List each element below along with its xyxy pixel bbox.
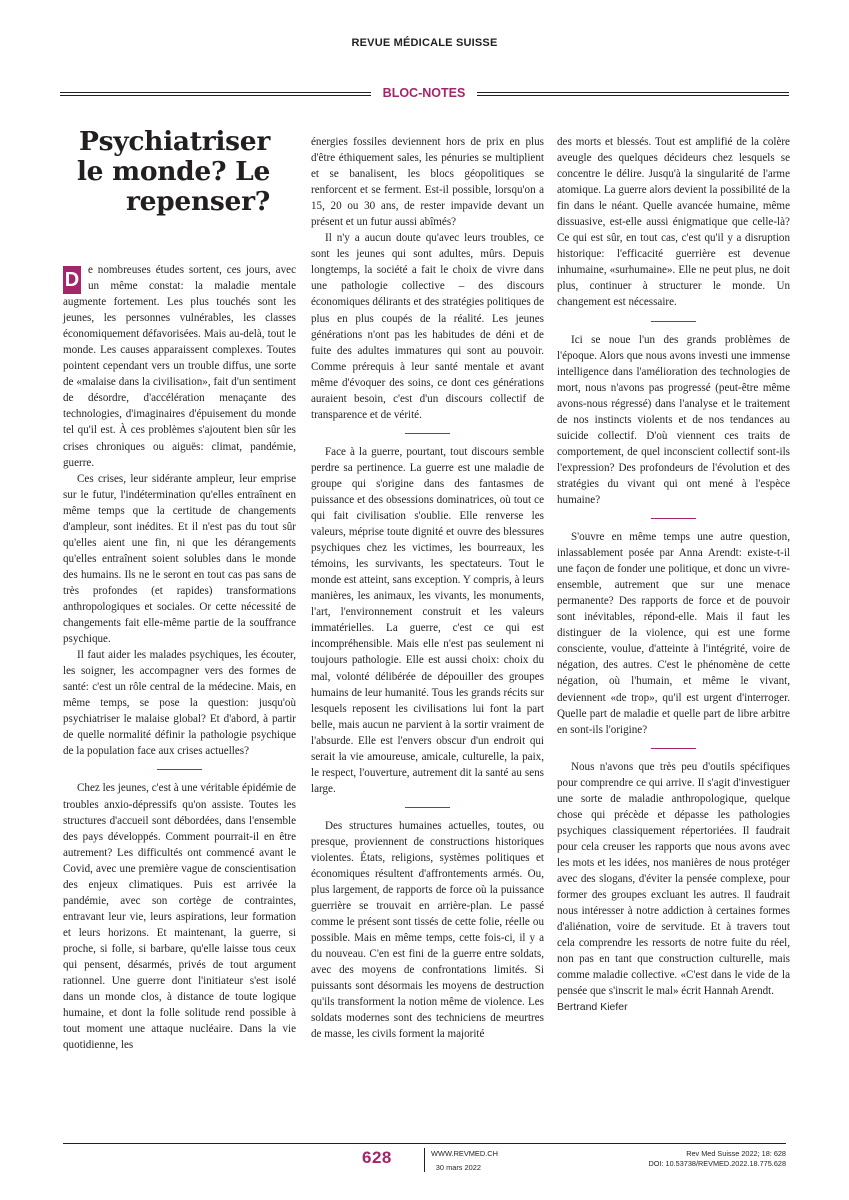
author-name: Bertrand Kiefer [557,1001,628,1014]
paragraph: Ici se noue l'un des grands problèmes de l'époque. Alors que nous avons investi une immense intelligence dans l'amélioration des technologies de mort, nous n'avons pas progressé (peut-être même avons-nous régressé) dans l'analyse et le traitement de nos instincts violents et de nos tendances au suicide collectif. D'où viennent ces traits de comportement, de quel inconscient collectif sont-ils l'expression? Des profondeurs de l'évolution et des stratégies du vivant qui ont mené à l'espèce humaine? [557,333,790,506]
footer-divider [424,1148,425,1172]
paragraph: Chez les jeunes, c'est à une véritable épidémie de troubles anxio-dépressifs qu'on assiste. Toutes les structures d'accueil sont débordées, dans l'ensemble des pays développés. Comment pourrait-il en être autrement? Les difficultés ont commencé avant le Covid, avec une première vague de conscientisation des enjeux climatiques. Puis est arrivée la pandémie, avec son cortège de contraintes, entravant leur vie, leurs aspirations, leur formation et leurs horizons. Et maintenant, la guerre, si proche, si folle, si barbare, qu'elle laisse tous ceux qui pensent, désarmés, privés de tout argument rationnel. Une guerre dont l'initiateur s'est isolé dans un monde clos, à distance de toute logique humaine, et dont la folle solitude rend possible à tout moment une attaque nucléaire. Dans la vie quotidienne, les [63,782,296,1052]
section-separator [651,518,696,519]
paragraph: Il faut aider les malades psychiques, les écouter, les soigner, les accompagner vers des formes de santé: c'est un rôle central de la médecine. Mais, en même temps, se pose la question: jusqu'où psychiatriser le malaise global? Et d'abord, à partir de quelle normalité définir la pathologie psychique de la population face aux crises actuelles? [63,649,296,758]
citation: Rev Med Suisse 2022; 18: 628 [686,1149,786,1158]
paragraph: énergies fossiles deviennent hors de prix en plus d'être éthiquement sales, les pénuries se multiplient et se banalisent, les blocs géopolitiques se renforcent et se ferment. Est-il possible, lorsqu'on a 15, 20 ou 30 ans, de rester impavide devant un présent et un futur aussi abîmés? [311,136,544,229]
journal-name: REVUE MÉDICALE SUISSE [351,37,498,49]
drop-cap: D [63,266,81,294]
paragraph: Face à la guerre, pourtant, tout discours semble perdre sa pertinence. La guerre est une maladie de groupe qui s'origine dans des fantasmes de puissance et des obsessions dominatrices, où tout ce qui fait civilisation s'oublie. Elle renverse les valeurs, méprise toute dignité et ouvre des blessures psychiques chez les victimes, les bourreaux, les témoins, les survivants, les spectateurs. Tout le monde est atteint, sans exception. Y compris, à leurs manières, les animaux, les vivants, les monuments, l'art, l'environnement construit et les valeurs immatérielles. La guerre, c'est ce qui est incompréhensible. Mais elle n'est pas seulement ni toujours pathologie. Elle est aussi choix: choix du mal, volonté délibérée de dépouiller des groupes humains de leur humanité. Tous les grands récits sur lesquels reposent les civilisations lui font la part belle, mais aucun ne parvient à la sortir vraiment de l'absurde. Elle est l'envers obscur d'un endroit qui serait la vie amoureuse, amicale, culturelle, la paix, le respect, l'ouverture, autrement dit la santé au sens large. [311,445,544,795]
paragraph: Nous n'avons que très peu d'outils spécifiques pour comprendre ce qui arrive. Il s'agit d'investiguer une sorte de maladie anthropologique, quelque chose qui précède et dépasse les pathologies psychiques classiquement répertoriées. Il faudrait pour cela creuser les rapports que nous avons avec les mots et les idées, nos manières de nous protéger avec des slogans, d'éviter la pensée complexe, pour former des groupes excluant les autres. Il faudrait nous intéresser à notre addiction à certaines formes d'aliénation, voire de servitude. Et à travers tout cela comprendre les ressorts de notre fuite du réel, non pas en tant que construction culturelle, mais comme maladie collective. «C'est dans le vide de la pensée que s'inscrit le mal» écrit Hannah Arendt. [557,760,790,998]
footer-rule [63,1143,786,1144]
section-separator [157,769,202,770]
paragraph: S'ouvre en même temps une autre question, inlassablement posée par Anna Arendt: existe-t-il une façon de fonder une politique, et donc un vivre-ensemble, autrement que sur une menace permanente? Des rapports de force et de pouvoir sont inévitables, répond-elle. Mais il faut les distinguer de la violence, qui est une forme consciente, voulue, d'atteinte à l'intégrité, voire de négation, des autres. C'est le phénomène de cette négation, où l'humain, et même le vivant, deviennent «de trop», qu'il est urgent d'interroger. Quelle part de maladie et quelle part de libre arbitre en sont-ils l'origine? [557,531,790,736]
paragraph: Ces crises, leur sidérante ampleur, leur emprise sur le futur, l'indétermination qu'elles entraînent en même temps que la certitude de changements d'ampleur, sont inédites. Et il n'est pas du tout sûr qu'elles aient une fin, ni que les dérangements qu'elles entraînent soient solubles dans le monde des humains. Ils ne le seront en tout cas pas sans de très profondes (et rapides) transformations anthropologiques et sociales. Or cette nécessité de changements fait elle-même partie de la souffrance psychique. [63,472,296,646]
website-link[interactable]: WWW.REVMED.CH [431,1149,498,1158]
section-tag: BLOC-NOTES [371,85,477,101]
footer-site [431,1149,498,1173]
page-number: 628 [362,1148,392,1167]
article-title: Psychiatriser le monde? Le repenser? [76,126,270,217]
column-2 [311,134,544,1043]
column-1 [63,262,296,1053]
section-separator [651,748,696,749]
column-3 [557,134,790,1015]
paragraph: des morts et blessés. Tout est amplifié de la colère aveugle des quelques décideurs chez lesquels se concentre le délire. Jusqu'à la singularité de l'arme atomique. La guerre alors devient la possibilité de la fin dans le néant. Quelle avancée humaine, même dissuasive, est-elle aussi énigmatique que celle-là? Ce qui est sûr, en tout cas, c'est qu'il y a disruption historique: l'efficacité guerrière est devenue inhumaine, «surhumaine». Elle ne peut plus, ne doit plus, continuer à structurer le monde. Un changement est nécessaire. [557,136,790,309]
paragraph: e nombreuses études sortent, ces jours, avec un même constat: la maladie mentale augmente fortement. Les plus touchés sont les jeunes, les personnes vulnérables, les classes économiquement défavorisées. Mais au-delà, tout le monde. Les causes apparaissent complexes. Toutes pointent cependant vers un trouble diffus, une sorte de «malaise dans la civilisation», fait d'un sentiment de désordre, d'accélération menaçante des technologies, d'imaginaires d'épuisement du monde tel qu'il est. À ces problèmes s'ajoutent bien sûr les crises chroniques ou aiguës: climat, pandémie, guerre. [63,264,296,469]
section-separator [405,433,450,434]
section-separator [405,807,450,808]
issue-date: 30 mars 2022 [435,1163,481,1172]
section-separator [651,321,696,322]
footer-reference [648,1149,786,1169]
paragraph: Il n'y a aucun doute qu'avec leurs troubles, ce sont les jeunes qui sont adultes, mûrs. Depuis longtemps, la société a fait le choix de vivre dans une pathologie collective – des discours économiques délirants et des stratégies politiques de plus en plus coupés de la réalité. Les jeunes générations n'ont pas les habitudes de déni et de fuite des adultes immatures qui sont au pouvoir. Comme prérequis à leur santé mentale et avant même d'évoquer des soins, ce dont ces générations auraient besoin, c'est d'un discours collectif de transparence et de vérité. [311,232,544,421]
doi[interactable]: DOI: 10.53738/REVMED.2022.18.775.628 [648,1159,786,1168]
paragraph: Des structures humaines actuelles, toutes, ou presque, proviennent de constructions historiques violentes. États, religions, systèmes politiques et économiques résultent d'affrontements armés. Ou, plus largement, de rapports de force où la puissance guerrière se trouvait en arrière-plan. Le passé comme le présent sont tissés de cette folie, réelle ou possible. Mais en même temps, cette fois-ci, il y a du nouveau. C'en est fini de la guerre entre soldats, avec des moyens de confrontations limités. Si puissants sont désormais les moyens de destruction qu'ils transforment la notion même de violence. Les soldats modernes sont des techniciens de meurtres de masse, les civils forment la majorité [311,819,544,1041]
